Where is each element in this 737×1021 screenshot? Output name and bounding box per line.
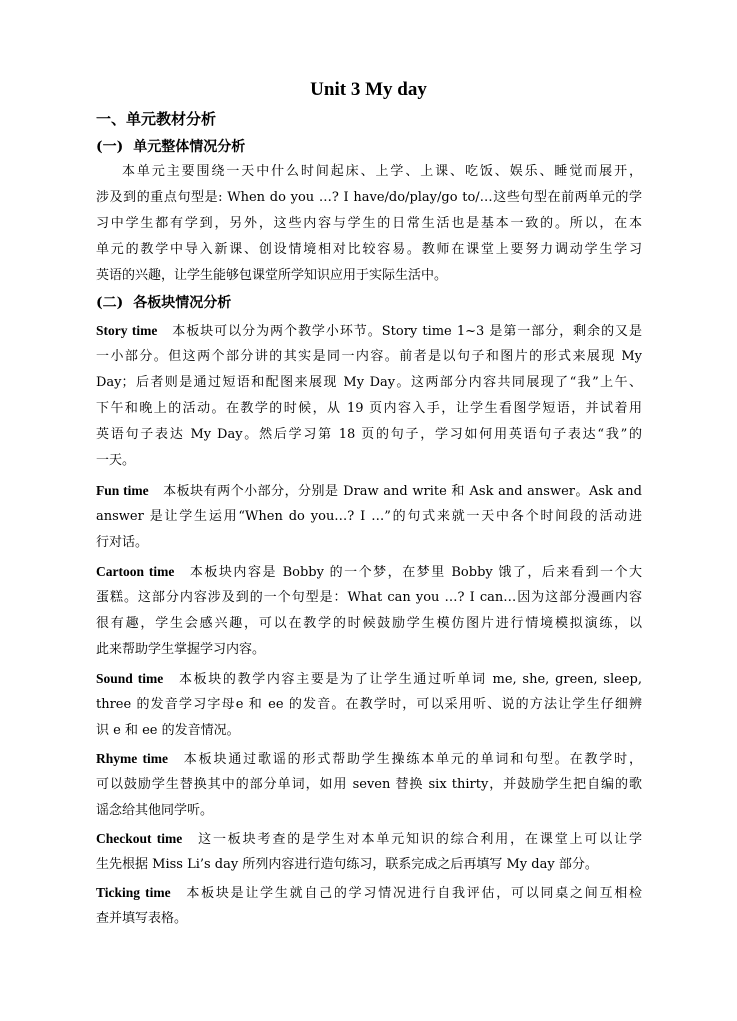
block-label-story-time: Story time — [96, 323, 158, 338]
subsection-heading-1 — [96, 136, 245, 158]
sound-time-line — [96, 669, 642, 690]
paragraph-line: 习中学生都有学到，另外，这些内容与学生的日常生活也是基本一致的。所以，在本 — [96, 216, 642, 231]
paragraph-line: 识 e 和 ee 的发音情况。 — [96, 723, 240, 738]
paragraph-line: 一天。 — [96, 453, 136, 468]
paragraph-line: 可以鼓励学生替换其中的部分单词，如用 seven 替换 six thirty，并鼓励学生把自编的歌 — [96, 777, 642, 792]
block-label-sound-time: Sound time — [96, 671, 164, 686]
paragraph-line: 生先根据 Miss Li’s day 所列内容进行造句练习，联系完成之后再填写 My day 部分。 — [96, 857, 598, 872]
paragraph-line: 查并填写表格。 — [96, 911, 188, 926]
block-text: 本板块可以分为两个教学小环节。Story time 1~3 是第一部分，剩余的又是 — [171, 324, 643, 339]
block-text: 本板块是让学生就自己的学习情况进行自我评估，可以同桌之间互相检 — [184, 886, 642, 901]
section-heading-1: 一、单元教材分析 — [96, 110, 217, 128]
paragraph-line: three 的发音学习字母e 和 ee 的发音。在教学时，可以采用听、说的方法让学生仔细辨 — [96, 697, 642, 712]
paragraph-line: 涉及到的重点句型是: When do you …? I have/do/play/go to/…这些句型在前两单元的学 — [96, 190, 642, 205]
subsection-title: 各板块情况分析 — [133, 295, 232, 311]
fun-time-line — [96, 481, 642, 502]
block-label-ticking-time: Ticking time — [96, 885, 171, 900]
paragraph-line: 此来帮助学生掌握学习内容。 — [96, 642, 266, 657]
paragraph-line: 单元的教学中导入新课、创设情境相对比较容易。教师在课堂上要努力调动学生学习 — [96, 242, 642, 257]
paragraph-line: 很有趣，学生会感兴趣，可以在教学的时候鼓励学生模仿图片进行情境模拟演练，以 — [96, 616, 642, 631]
paragraph-line: answer 是让学生运用“When do you…? I …”的句式来就一天中各个时间段的活动进 — [96, 509, 642, 524]
block-label-checkout-time: Checkout time — [96, 831, 183, 846]
block-text: 这一板块考查的是学生对本单元知识的综合利用，在课堂上可以让学 — [196, 832, 642, 847]
ticking-time-line — [96, 883, 642, 904]
block-label-fun-time: Fun time — [96, 483, 149, 498]
subsection-number: (二) — [96, 295, 124, 311]
paragraph-line: 英语的兴趣，让学生能够包课堂所学知识应用于实际生活中。 — [96, 268, 448, 283]
subsection-title: 单元整体情况分析 — [133, 139, 246, 155]
paragraph-line: Day；后者则是通过短语和配图来展现 My Day。这两部分内容共同展现了“我”上午、 — [96, 375, 642, 390]
paragraph-line: 行对话。 — [96, 535, 149, 550]
paragraph-line: 一小部分。但这两个部分讲的其实是同一内容。前者是以句子和图片的形式来展现 My — [96, 349, 642, 364]
paragraph-line: 蛋糕。这部分内容涉及到的一个句型是：What can you …? I can…因为这部分漫画内容 — [96, 590, 642, 605]
rhyme-time-line — [96, 749, 642, 770]
block-text: 本板块的教学内容主要是为了让学生通过听单词 me, she, green, sleep, — [177, 672, 642, 687]
paragraph-line: 英语句子表达 My Day。然后学习第 18 页的句子，学习如何用英语句子表达“我”的 — [96, 427, 642, 442]
subsection-heading-2 — [96, 292, 231, 314]
block-text: 本板块通过歌谣的形式帮助学生操练本单元的单词和句型。在教学时， — [181, 752, 642, 767]
block-text: 本板块有两个小部分，分别是 Draw and write 和 Ask and answer。Ask and — [162, 484, 643, 499]
subsection-number: (一) — [96, 139, 124, 155]
block-text: 本板块内容是 Bobby 的一个梦，在梦里 Bobby 饿了，后来看到一个大 — [188, 565, 643, 580]
block-label-cartoon-time: Cartoon time — [96, 564, 175, 579]
block-label-rhyme-time: Rhyme time — [96, 751, 168, 766]
paragraph-line: 本单元主要围绕一天中什么时间起床、上学、上课、吃饭、娱乐、睡觉而展开， — [122, 164, 642, 179]
cartoon-time-line — [96, 562, 642, 583]
paragraph-line: 谣念给其他同学听。 — [96, 803, 214, 818]
checkout-time-line — [96, 829, 642, 850]
story-time-line — [96, 321, 642, 342]
paragraph-line: 下午和晚上的活动。在教学的时候，从 19 页内容入手，让学生看图学短语，并试着用 — [96, 401, 642, 416]
document-title: Unit 3 My day — [310, 79, 427, 100]
